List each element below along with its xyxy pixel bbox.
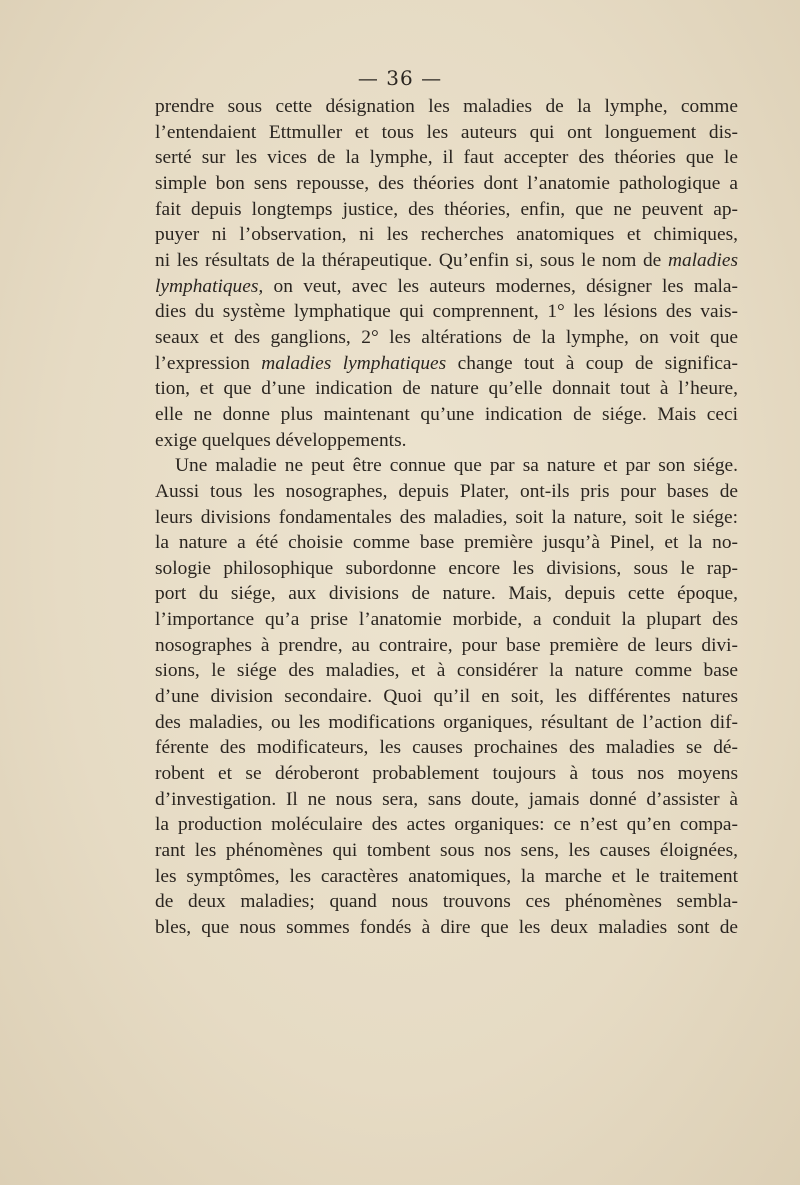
text-line: d’une division secondaire. Quoi qu’il en soit, les différentes natures [155, 686, 738, 708]
text-line [155, 274, 738, 300]
text-segment: prendre sous cette désignation les maladies de la lymphe, comme [155, 96, 738, 117]
text-line: la nature a été choisie comme base première jusqu’à Pinel, et la no- [155, 532, 738, 554]
text-segment: elle ne donne plus maintenant qu’une indication de siége. Mais ceci [155, 403, 738, 425]
text-line: de deux maladies; quand nous trouvons ces phénomènes sembla- [155, 891, 738, 913]
text-segment: exige quelques développements. [155, 429, 407, 451]
text-line: robent et se déroberont probablement toujours à tous nos moyens [155, 763, 738, 785]
text-line: les symptômes, les caractères anatomiques, la marche et le traitement [155, 865, 738, 887]
text-line: leurs divisions fondamentales des maladies, soit la nature, soit le siége: [155, 506, 738, 528]
text-line: port du siége, aux divisions de nature. Mais, depuis cette époque, [155, 583, 738, 605]
text-line: d’investigation. Il ne nous sera, sans doute, jamais donné d’assister à [155, 788, 738, 810]
text-line: nosographes à prendre, au contraire, pour base première de leurs divi- [155, 634, 738, 656]
text-line [155, 248, 738, 274]
text-segment: serté sur les vices de la lymphe, il faut accepter des théories que le [155, 147, 738, 169]
text-line: férente des modificateurs, les causes prochaines des maladies se dé- [155, 737, 738, 759]
text-line [155, 351, 738, 377]
text-segment: puyer ni l’observation, ni les recherches anatomiques et chimiques, [155, 224, 738, 246]
italic-text: lymphatiques, [155, 275, 264, 297]
paragraph-1 [155, 94, 738, 453]
text-line: sions, le siége des maladies, et à considérer la nature comme base [155, 660, 738, 682]
text-line: sologie philosophique subordonne encore les divisions, sous le rap- [155, 557, 738, 579]
text-segment: fait depuis longtemps justice, des théories, enfin, que ne peuvent ap- [155, 198, 738, 220]
text-line: Aussi tous les nosographes, depuis Plater, ont-ils pris pour bases de [155, 480, 738, 502]
text-line [155, 428, 738, 454]
body-text [155, 94, 738, 941]
text-segment: simple bon sens repousse, des théories dont l’anatomie pathologique a [155, 172, 738, 194]
text-line [155, 171, 738, 197]
text-line: bles, que nous sommes fondés à dire que les deux maladies sont de [155, 917, 738, 938]
text-line: rant les phénomènes qui tombent sous nos sens, les causes éloignées, [155, 840, 738, 862]
text-line [155, 325, 738, 351]
paragraph-2 [155, 453, 738, 940]
page-number: — 36 — [357, 66, 443, 90]
text-line [155, 120, 738, 146]
text-line [155, 94, 738, 120]
text-line [155, 299, 738, 325]
text-line: la production moléculaire des actes organiques: ce n’est qu’en compa- [155, 814, 738, 836]
text-line: des maladies, ou les modifications organiques, résultant de l’action dif- [155, 711, 738, 733]
text-line [155, 376, 738, 402]
text-segment: on veut, avec les auteurs modernes, désigner les mala- [263, 275, 738, 297]
text-segment: l’expression [155, 352, 262, 374]
text-segment: dies du système lymphatique qui comprennent, 1° les lésions des vais- [155, 301, 738, 323]
italic-text: maladies [667, 249, 738, 271]
text-line [155, 145, 738, 171]
text-line: Une maladie ne peut être connue que par sa nature et par son siége. [175, 455, 738, 477]
text-segment: seaux et des ganglions, 2° les altérations de la lymphe, on voit que [155, 326, 738, 348]
text-line [155, 402, 738, 428]
text-line [155, 197, 738, 223]
text-segment: l’entendaient Ettmuller et tous les auteurs qui ont longuement dis- [155, 121, 738, 143]
text-segment: tion, et que d’une indication de nature qu’elle donnait tout à l’heure, [155, 378, 738, 400]
text-line [155, 222, 738, 248]
text-segment: change tout à coup de significa- [446, 352, 738, 374]
text-line: l’importance qu’a prise l’anatomie morbide, a conduit la plupart des [155, 609, 738, 631]
italic-text: maladies lymphatiques [261, 352, 447, 374]
text-segment: ni les résultats de la thérapeutique. Qu’enfin si, sous le nom de [155, 249, 668, 271]
